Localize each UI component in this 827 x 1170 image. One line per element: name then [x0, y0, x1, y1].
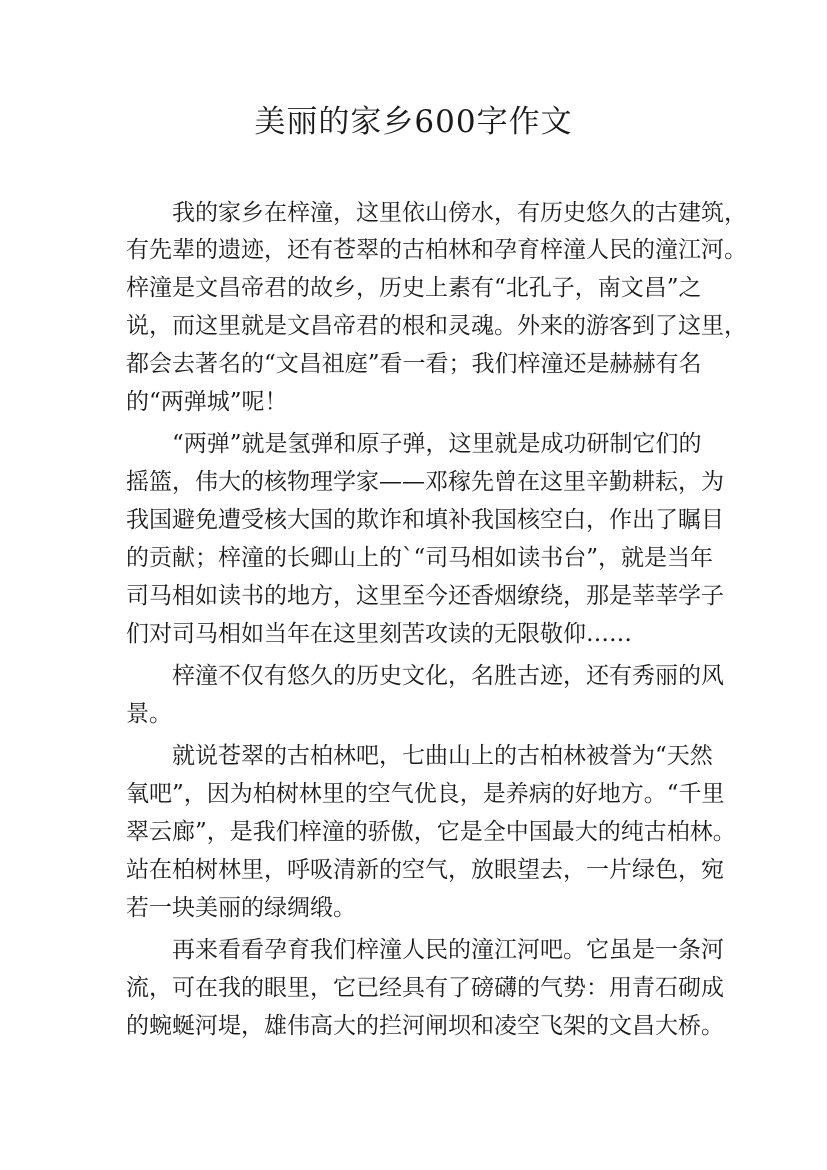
- text-line: 我的家乡在梓潼，这里依山傍水，有历史悠久的古建筑，: [172, 200, 747, 226]
- text-line: 氧吧”，因为柏树林里的空气优良，是养病的好地方。“千里: [126, 781, 725, 807]
- text-line: 梓潼不仅有悠久的历史文化，名胜古迹，还有秀丽的风: [172, 663, 724, 689]
- text-line: 我国避免遭受核大国的欺诈和填补我国核空白，作出了瞩目: [126, 507, 724, 533]
- text-line: 的蜿蜒河堤，雄伟高大的拦河闸坝和凌空飞架的文昌大桥。: [126, 1013, 724, 1039]
- text-line: 们对司马相如当年在这里刻苦攻读的无限敬仰……: [126, 621, 632, 647]
- text-line: 都会去著名的“文昌祖庭”看一看；我们梓潼还是赫赫有名: [126, 351, 702, 377]
- document-title: 美丽的家乡600字作文: [254, 104, 573, 140]
- text-line: 景。: [126, 701, 172, 727]
- text-line: 若一块美丽的绿绸缎。: [126, 895, 356, 921]
- text-line: 梓潼是文昌帝君的故乡，历史上素有“北孔子，南文昌”之: [126, 275, 702, 301]
- text-line: 摇篮，伟大的核物理学家——邓稼先曾在这里辛勤耕耘，为: [126, 469, 724, 495]
- text-line: 说，而这里就是文昌帝君的根和灵魂。外来的游客到了这里，: [126, 313, 747, 339]
- text-line: 流，可在我的眼里，它已经具有了磅礴的气势：用青石砌成: [126, 975, 724, 1001]
- text-line: 就说苍翠的古柏林吧，七曲山上的古柏林被誉为“天然: [172, 743, 713, 769]
- text-line: 翠云廊”，是我们梓潼的骄傲，它是全中国最大的纯古柏林。: [126, 819, 736, 845]
- text-line: 司马相如读书的地方，这里至今还香烟缭绕，那是莘莘学子: [126, 583, 724, 609]
- text-line: 站在柏树林里，呼吸清新的空气，放眼望去，一片绿色，宛: [126, 857, 724, 883]
- text-line: 的“两弹城”呢！: [126, 389, 288, 415]
- text-line: 有先辈的遗迹，还有苍翠的古柏林和孕育梓潼人民的潼江河。: [126, 237, 747, 263]
- text-line: “两弹”就是氢弹和原子弹，这里就是成功研制它们的: [172, 431, 702, 457]
- text-line: 再来看看孕育我们梓潼人民的潼江河吧。它虽是一条河: [172, 937, 724, 963]
- text-line: 的贡献；梓潼的长卿山上的`“司马相如读书台”，就是当年: [126, 545, 714, 571]
